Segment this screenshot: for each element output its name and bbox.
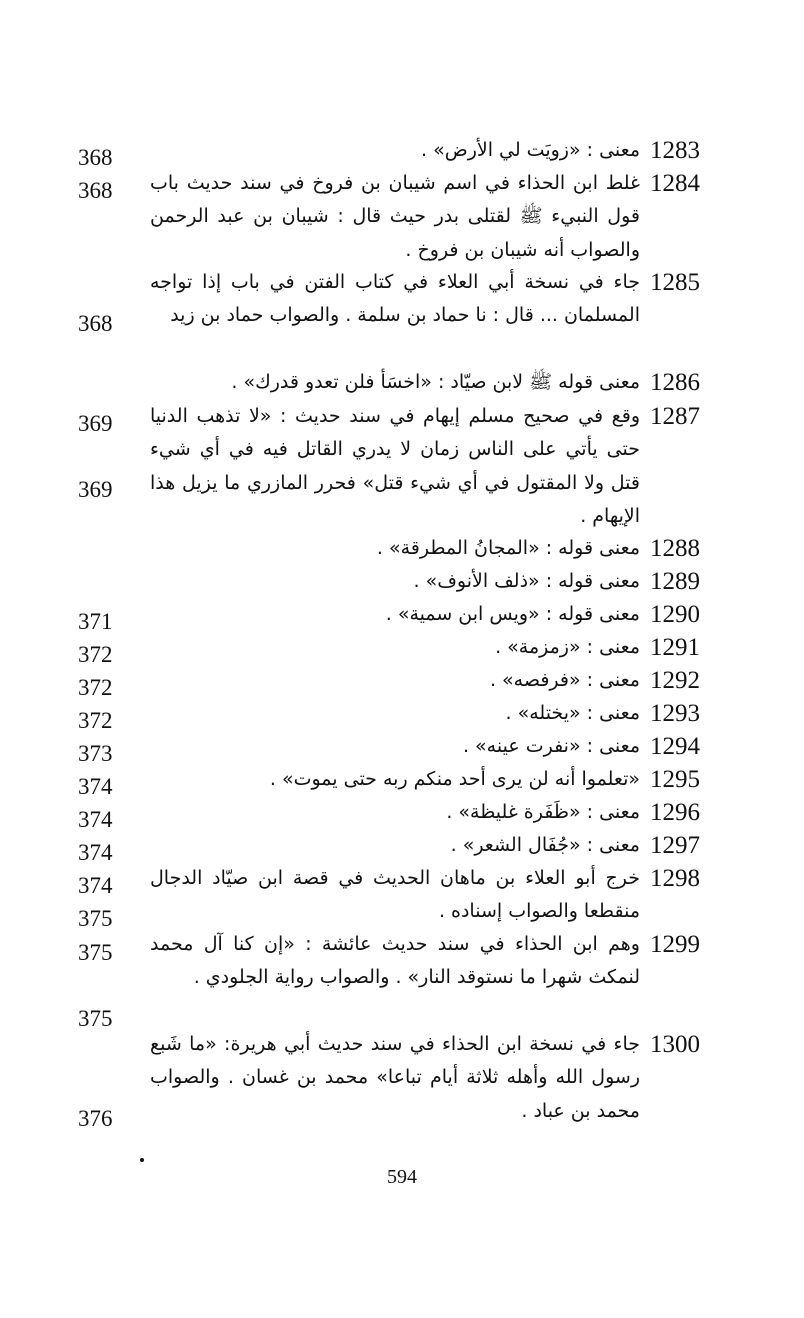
entry-number: 1292 (650, 667, 700, 694)
entry-number: 1298 (650, 865, 700, 892)
entry-text: معنى : «يختله» . (505, 702, 640, 724)
entry-number: 1297 (650, 832, 700, 859)
entry-text: معنى قوله : «المجانُ المطرقة» . (376, 537, 640, 559)
index-entry (0, 697, 804, 731)
entry-number: 1293 (650, 700, 700, 727)
entry-number: 1286 (650, 369, 700, 396)
entry-text: خرج أبو العلاء بن ماهان الحديث في قصة ابن صيّاد الدجال منقطعا والصواب إسناده . (150, 867, 640, 923)
entry-text: معنى : «ظَفَرة غليظة» . (446, 801, 640, 823)
entry-number: 1295 (650, 766, 700, 793)
page-reference: 372 (78, 675, 113, 700)
index-entry (0, 598, 804, 632)
page-reference: 375 (78, 1006, 113, 1031)
entry-number: 1287 (650, 403, 700, 430)
entry-text: معنى : «فرفصه» . (489, 669, 640, 691)
page-reference: 374 (78, 774, 113, 799)
index-entry (0, 664, 804, 698)
page-reference: 374 (78, 840, 113, 865)
index-entry (0, 400, 804, 540)
page-reference: 369 (78, 477, 113, 502)
entry-number: 1290 (650, 601, 700, 628)
entry-text: معنى قوله : «ذلف الأنوف» . (413, 570, 640, 592)
entry-text: معنى : «زويَت لي الأرض» . (421, 139, 640, 161)
page-reference: 374 (78, 807, 113, 832)
entry-number: 1300 (650, 1031, 700, 1058)
index-entry (0, 796, 804, 830)
index-entry (0, 730, 804, 764)
entry-text: «تعلموا أنه لن يرى أحد منكم ربه حتى يموت» . (269, 768, 640, 790)
page-reference: 372 (78, 642, 113, 667)
index-entry (0, 862, 804, 932)
entry-number: 1285 (650, 269, 700, 296)
index-entry (0, 631, 804, 665)
page-reference: 371 (78, 609, 113, 634)
entry-text: جاء في نسخة ابن الحذاء في سند حديث أبي هريرة: «ما شَبع رسول الله وأهله ثلاثة أيام تباعا» محمد بن غسان . والصواب محمد بن عباد . (150, 1033, 640, 1122)
index-entry (0, 167, 804, 277)
page-reference: 374 (78, 873, 113, 898)
entry-text: معنى قوله : «ويس ابن سمية» . (385, 603, 640, 625)
index-entry (0, 1028, 804, 1138)
ink-speck (140, 1158, 144, 1162)
index-entry (0, 366, 804, 400)
index-entry (0, 532, 804, 566)
entry-number: 1296 (650, 799, 700, 826)
entry-number: 1294 (650, 733, 700, 760)
index-entry (0, 266, 804, 376)
page-reference: 368 (78, 145, 113, 170)
entry-text: معنى : «زمزمة» . (495, 636, 640, 658)
entry-number: 1283 (650, 137, 700, 164)
index-entry (0, 565, 804, 599)
index-entry (0, 763, 804, 797)
page-reference: 368 (78, 311, 113, 336)
entry-number: 1289 (650, 568, 700, 595)
entry-text: وهم ابن الحذاء في سند حديث عائشة : «إن كنا آل محمد لنمكث شهرا ما نستوقد النار» . والصواب رواية الجلودي . (150, 933, 640, 989)
index-entry (0, 134, 804, 168)
index-entry (0, 928, 804, 1033)
page-reference: 375 (78, 940, 113, 965)
page-reference: 369 (78, 411, 113, 436)
entry-number: 1299 (650, 931, 700, 958)
page-reference: 376 (78, 1106, 113, 1131)
page-number: 594 (387, 1166, 417, 1188)
entry-text: غلط ابن الحذاء في اسم شيبان بن فروخ في سند حديث باب قول النبيء ﷺ لقتلى بدر حيث قال : شيبان بن عبد الرحمن والصواب أنه شيبان بن فروخ . (150, 172, 640, 261)
entry-number: 1288 (650, 535, 700, 562)
entry-number: 1291 (650, 634, 700, 661)
entry-text: معنى قوله ﷺ لابن صيّاد : «اخسَأ فلن تعدو قدرك» . (231, 371, 640, 393)
page-reference: 375 (78, 906, 113, 931)
entry-text: معنى : «نفرت عينه» . (462, 735, 640, 757)
entry-number: 1284 (650, 170, 700, 197)
index-entry (0, 829, 804, 863)
entry-text: وقع في صحيح مسلم إيهام في سند حديث : «لا تذهب الدنيا حتى يأتي على الناس زمان لا يدري القاتل فيه في أي شيء قتل ولا المقتول في أي شيء قتل» فحرر المازري ما يزيل هذا الإيهام . (150, 405, 640, 527)
entry-text: معنى : «جُفَال الشعر» . (450, 834, 640, 856)
page-reference: 372 (78, 708, 113, 733)
page-reference: 373 (78, 741, 113, 766)
page-reference: 368 (78, 178, 113, 203)
entry-text: جاء في نسخة أبي العلاء في كتاب الفتن في باب إذا تواجه المسلمان ... قال : نا حماد بن سلمة . والصواب حماد بن زيد (150, 271, 640, 327)
